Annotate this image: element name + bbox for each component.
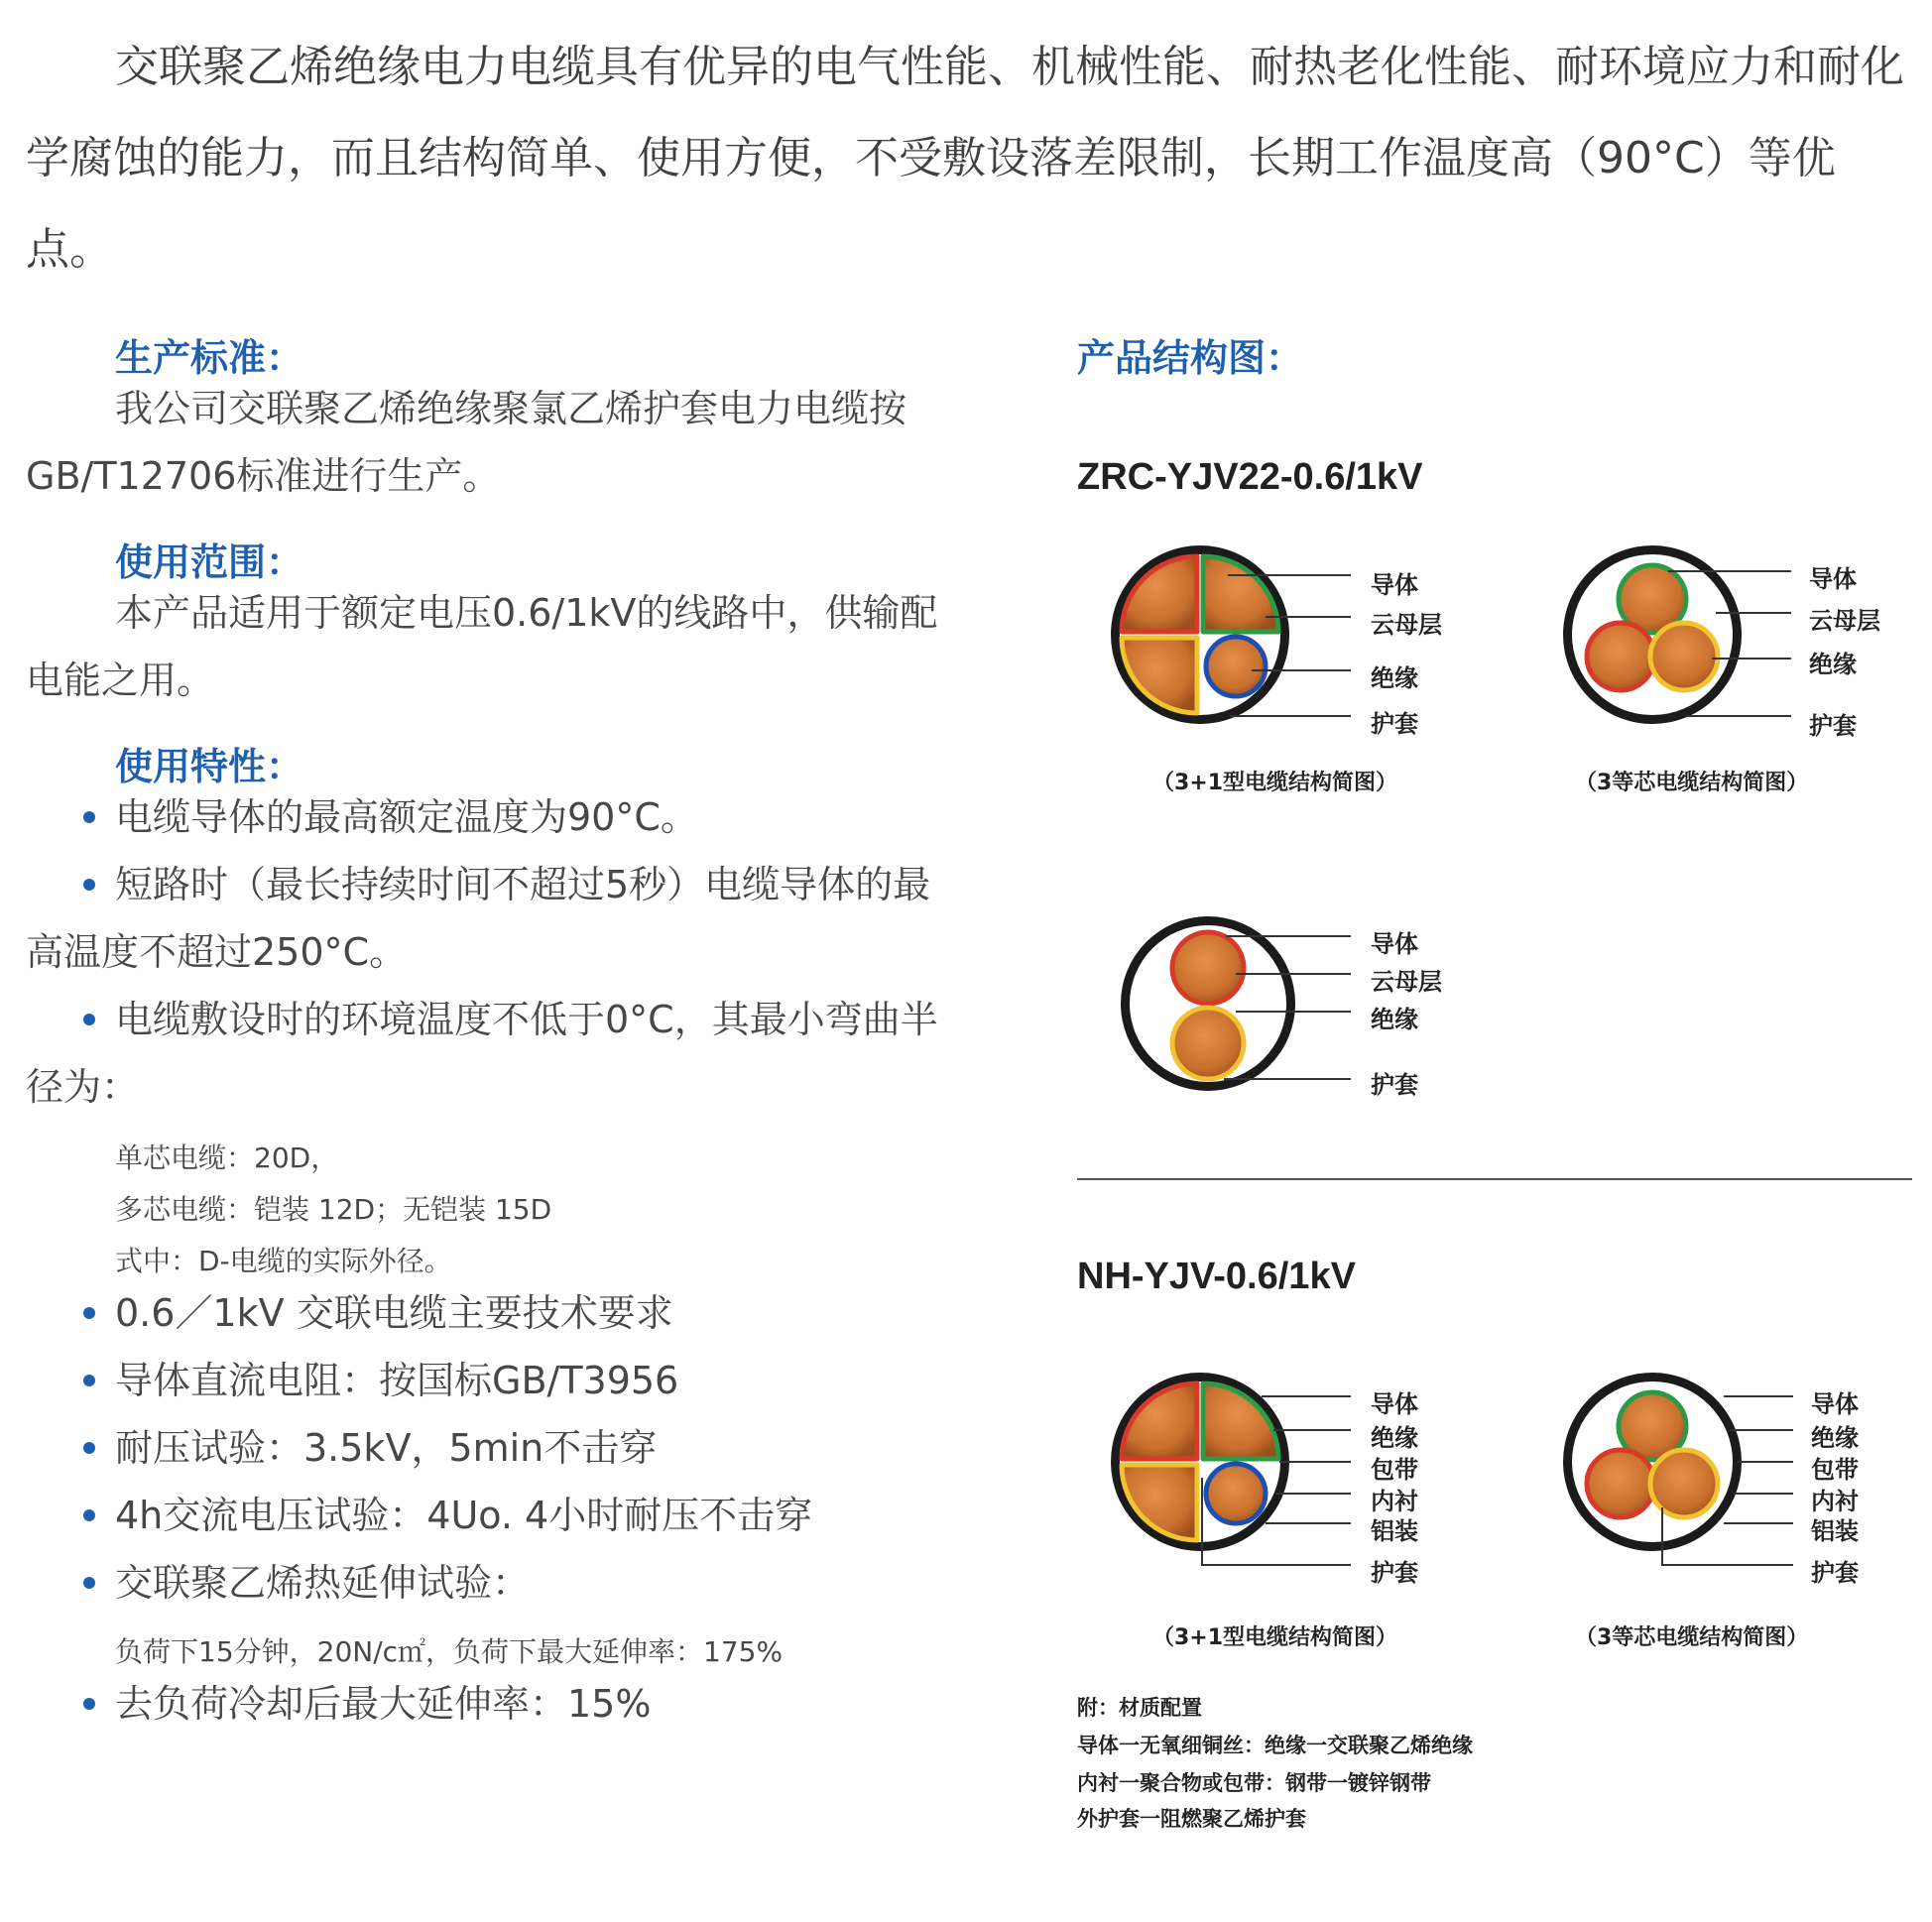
standard-line-1: 我公司交联聚乙烯绝缘聚氯乙烯护套电力电缆按 (115, 387, 907, 430)
label-tape-d5: 包带 (1811, 1456, 1859, 1484)
label-mica-d3: 云母层 (1371, 968, 1442, 996)
diagram4-core-green (1203, 1383, 1278, 1459)
feature-text-2a: 短路时（最长持续时间不超过5秒）电缆导体的最 (115, 863, 931, 906)
bend-formula-note: 式中：D-电缆的实际外径。 (115, 1245, 452, 1277)
feature-text-7: 4h交流电压试验：4Uo. 4小时耐压不击穿 (115, 1494, 813, 1537)
feature-text-8: 交联聚乙烯热延伸试验： (115, 1561, 531, 1605)
label-insulation-d2: 绝缘 (1809, 651, 1857, 678)
bend-multi-core: 多芯电缆：铠装 12D；无铠装 15D (115, 1193, 552, 1226)
caption-3equal-top: （3等芯电缆结构简图） (1575, 771, 1809, 795)
label-conductor-d2: 导体 (1809, 565, 1857, 593)
label-conductor-d4: 导体 (1371, 1390, 1418, 1418)
feature-text-5: 导体直流电阻：按国标GB/T3956 (115, 1359, 679, 1402)
diagram1-core-red (1122, 556, 1197, 632)
standard-heading: 生产标准： (115, 336, 304, 380)
feature-text-9: 去负荷冷却后最大延伸率：15% (115, 1682, 652, 1726)
caption-3plus1-top: （3+1型电缆结构简图） (1152, 771, 1398, 795)
diagram2-core-red (1587, 623, 1654, 690)
label-sheath-d3: 护套 (1371, 1071, 1418, 1099)
diagram4-core-blue (1206, 1464, 1266, 1523)
label-armor-d4: 铝装 (1371, 1517, 1418, 1545)
label-sheath-d1: 护套 (1371, 710, 1418, 738)
label-armor-d5: 铝装 (1811, 1517, 1859, 1545)
feature-text-1: 电缆导体的最高额定温度为90°C。 (115, 795, 698, 839)
diagram4-core-yellow (1122, 1465, 1197, 1540)
label-insulation-d3: 绝缘 (1371, 1006, 1418, 1033)
label-tape-d4: 包带 (1371, 1456, 1418, 1484)
label-insulation-d5: 绝缘 (1811, 1424, 1859, 1452)
material-note-3: 外护套一阻燃聚乙烯护套 (1077, 1807, 1306, 1831)
intro-line-2: 学腐蚀的能力，而且结构简单、使用方便，不受敷设落差限制，长期工作温度高（90°C）等优点。 (26, 133, 1836, 275)
model-title-1: ZRC-YJV22-0.6/1kV (1077, 456, 1423, 498)
feature-text-4: 0.6／1kV 交联电缆主要技术要求 (115, 1291, 673, 1335)
diagram2-core-yellow (1650, 623, 1718, 690)
caption-3plus1-bottom: （3+1型电缆结构简图） (1152, 1625, 1398, 1650)
feature-text-3b: 径为： (26, 1065, 140, 1109)
caption-3equal-bottom: （3等芯电缆结构简图） (1575, 1625, 1809, 1650)
bend-single-core: 单芯电缆：20D， (115, 1141, 339, 1174)
label-lining-d5: 内衬 (1811, 1488, 1859, 1515)
standard-line-2: GB/T12706标准进行生产。 (26, 454, 501, 498)
label-conductor-d5: 导体 (1811, 1390, 1859, 1418)
scope-heading: 使用范围： (115, 541, 304, 584)
diagram1-core-yellow (1122, 638, 1197, 713)
diagram3-core-red (1172, 932, 1244, 1004)
label-sheath-d4: 护套 (1371, 1559, 1418, 1587)
feature-text-3a: 电缆敷设时的环境温度不低于0°C，其最小弯曲半 (115, 998, 938, 1041)
structure-heading: 产品结构图： (1077, 336, 1304, 380)
label-sheath-d2: 护套 (1809, 712, 1857, 740)
diagram5-core-red (1587, 1450, 1654, 1517)
label-lining-d4: 内衬 (1371, 1488, 1418, 1515)
features-heading: 使用特性： (115, 745, 304, 788)
material-note-1: 导体一无氧细铜丝：绝缘一交联聚乙烯绝缘 (1077, 1734, 1473, 1757)
scope-line-2: 电能之用。 (26, 659, 215, 702)
diagram1-core-green (1203, 556, 1278, 632)
intro-line-1: 交联聚乙烯绝缘电力电缆具有优异的电气性能、机械性能、耐热老化性能、耐环境应力和耐化 (115, 42, 1904, 92)
model-title-2: NH-YJV-0.6/1kV (1077, 1256, 1356, 1297)
label-insulation-d1: 绝缘 (1371, 664, 1418, 692)
label-conductor-d1: 导体 (1371, 571, 1418, 599)
label-insulation-d4: 绝缘 (1371, 1424, 1418, 1452)
section-divider (1077, 1178, 1912, 1180)
label-mica-d1: 云母层 (1371, 611, 1442, 639)
material-note-2: 内衬一聚合物或包带：钢带一镀锌钢带 (1077, 1771, 1431, 1795)
diagram1-core-blue (1206, 637, 1266, 696)
diagram4-core-red (1122, 1383, 1197, 1459)
feature-text-6: 耐压试验：3.5kV，5min不击穿 (115, 1426, 658, 1470)
scope-line-1: 本产品适用于额定电压0.6/1kV的线路中，供输配 (115, 591, 938, 635)
label-sheath-d5: 护套 (1811, 1559, 1859, 1587)
label-conductor-d3: 导体 (1371, 930, 1418, 958)
feature-text-2b: 高温度不超过250°C。 (26, 930, 408, 974)
diagram5-core-yellow (1650, 1450, 1718, 1517)
thermal-extension-note: 负荷下15分钟，20N/c㎡，负荷下最大延伸率：175% (115, 1635, 784, 1668)
material-note-title: 附：材质配置 (1077, 1696, 1202, 1720)
label-mica-d2: 云母层 (1809, 607, 1880, 635)
diagram3-core-yellow (1172, 1008, 1244, 1079)
